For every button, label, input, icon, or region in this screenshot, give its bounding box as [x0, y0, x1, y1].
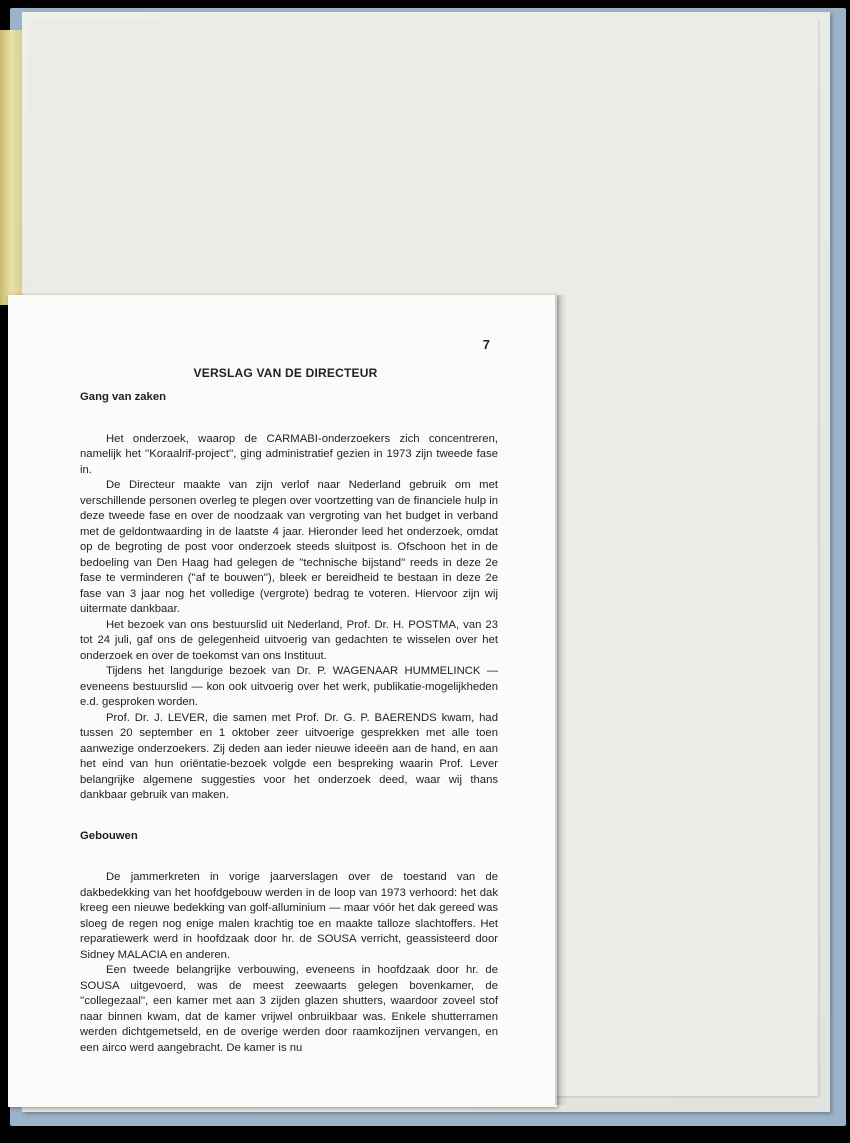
page-title: VERSLAG VAN DE DIRECTEUR [193, 366, 378, 380]
paragraph: Prof. Dr. J. LEVER, die samen met Prof. Dr. G. P. BAERENDS kwam, had tussen 20 september en 1 oktober zeer uitvoerige gesprekken met alle toen aanwezige onderzoekers. Zij deden aan ieder nieuwe ideeën aan de hand, en aan het eind van hun oriëntatie-bezoek volgde een bespreking waarin Prof. Lever belangrijke algemene suggesties voor het onderzoek deed, waar wij thans dankbaar gebruik van maken. [80, 711, 498, 801]
folder-yellow-edge [0, 30, 22, 305]
paragraph: Een tweede belangrijke verbouwing, eveneens in hoofdzaak door hr. de SOUSA uitgevoerd, was de meest zeewaarts gelegen bovenkamer, de ''collegezaal'', een kamer met aan 3 zijden glazen shutters, waardoor zoveel stof naar binnen kwam, dat de kamer vrijwel onbruikbaar was. Enkele shutterramen werden dichtgemetseld, en de overige werden door raamkozijnen vervangen, en een airco werd aangebracht. De kamer is nu [80, 964, 498, 1054]
paragraph: Het bezoek van ons bestuurslid uit Nederland, Prof. Dr. H. POSTMA, van 23 tot 24 juli, gaf ons de gelegenheid uitvoerig van gedachten te wisselen over het onderzoek en over de toekomst van ons Instituut. [80, 618, 498, 662]
page-content [80, 390, 498, 1056]
section-heading-gebouwen: Gebouwen [80, 829, 138, 842]
paragraph: Tijdens het langdurige bezoek van Dr. P. WAGENAAR HUMMELINCK — eveneens bestuurslid — kon ook uitvoerig over het werk, publikatie-mogelijkheden e.d. gesproken worden. [80, 665, 498, 708]
paragraph: De Directeur maakte van zijn verlof naar Nederland gebruik om met verschillende personen overleg te plegen over voortzetting van de financiele hulp in deze tweede fase en over de noodzaak van vergroting van het budget in verband met de geldontwaarding in de laatste 4 jaar. Hieronder leed het onderzoek, omdat op de begroting de post voor onderzoek steeds sluitpost is. Ofschoon het in de bedoeling van Den Haag had gelegen de ''technische bijstand'' reeds in deze 2e fase te verminderen (''af te bouwen''), bleek er bereidheid te bestaan in deze 2e fase van 3 jaar nog het volledige (vergrote) bedrag te voteren. Hiervoor zijn wij uitermate dankbaar. [80, 479, 498, 615]
paragraph: De jammerkreten in vorige jaarverslagen over de toestand van de dakbedekking van het hoofdgebouw werden in de loop van 1973 verhoord: het dak kreeg een nieuwe bedekking van golf-alluminium — maar vóór het dak gereed was sloeg de regen nog enige malen krachtig toe en maakte talloze slachtoffers. Het reparatiewerk werd in hoofdzaak door hr. de SOUSA verricht, geassisteerd door Sidney MALACIA en anderen. [80, 871, 498, 961]
page-shadow [555, 295, 567, 1105]
page-number: 7 [482, 337, 490, 352]
section-heading-gang-van-zaken: Gang van zaken [80, 391, 167, 403]
paragraph: Het onderzoek, waarop de CARMABI-onderzoekers zich concentreren, namelijk het ''Koraalrif-project'', ging administratief gezien in 1973 zijn tweede fase in. [80, 432, 498, 476]
report-page [8, 295, 557, 1107]
